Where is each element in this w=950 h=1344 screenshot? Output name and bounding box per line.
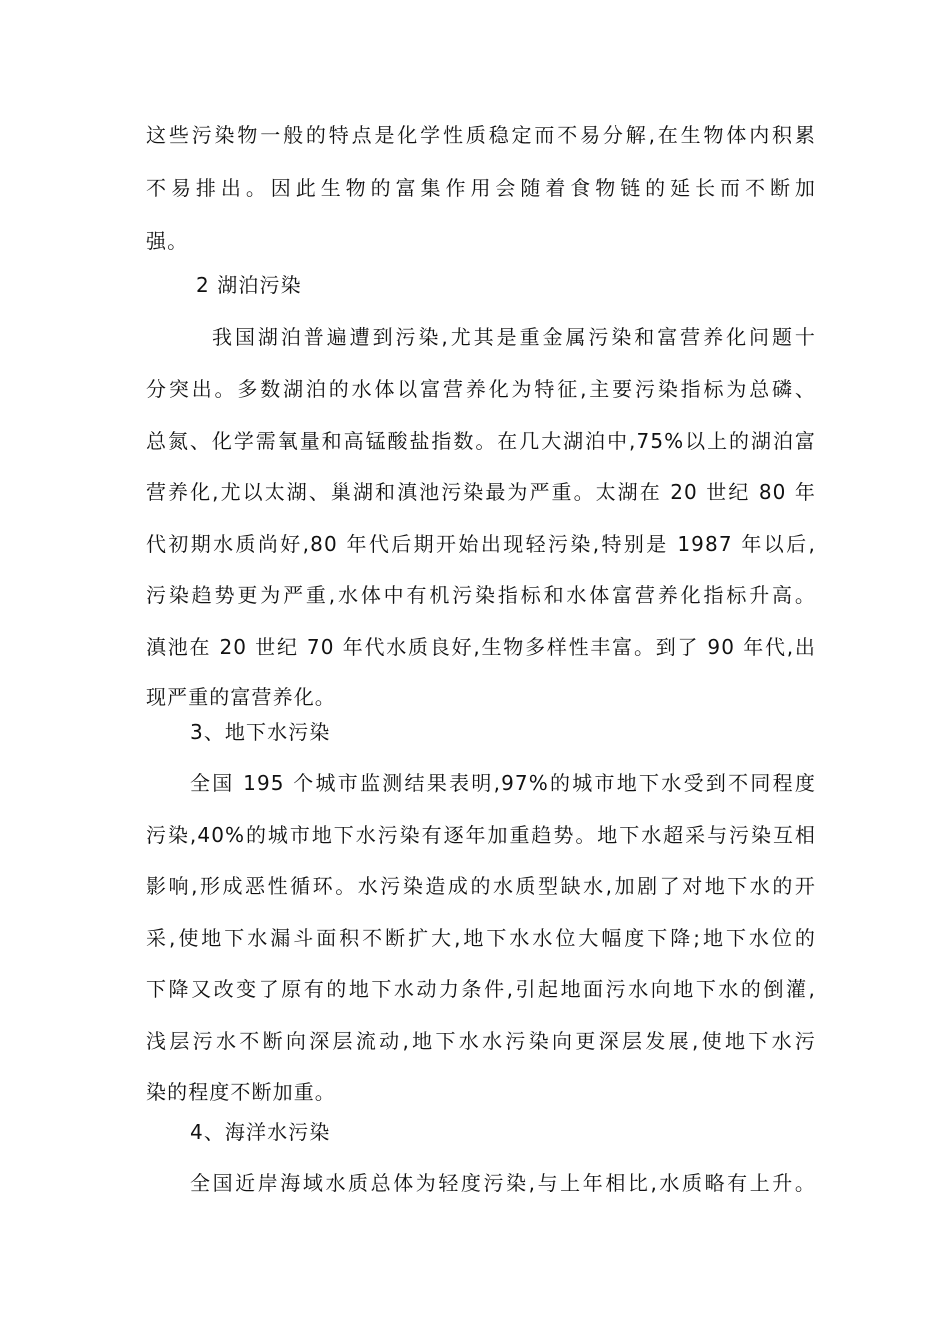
lake-line-8: 现严重的富营养化。 <box>146 685 336 709</box>
ocean-line-1: 全国近岸海域水质总体为轻度污染,与上年相比,水质略有上升。 <box>190 1171 816 1195</box>
intro-line-1: 这些污染物一般的特点是化学性质稳定而不易分解,在生物体内积累 <box>146 123 816 147</box>
section-heading-ocean: 4、海洋水污染 <box>190 1120 331 1144</box>
lake-line-5: 代初期水质尚好,80 年代后期开始出现轻污染,特别是 1987 年以后, <box>146 532 816 556</box>
ground-line-2: 污染,40%的城市地下水污染有逐年加重趋势。地下水超采与污染互相 <box>146 823 816 847</box>
lake-line-6: 污染趋势更为严重,水体中有机污染指标和水体富营养化指标升高。 <box>146 583 816 607</box>
section-heading-lake: 2 湖泊污染 <box>196 273 302 297</box>
ground-line-7: 染的程度不断加重。 <box>146 1080 336 1104</box>
ground-line-6: 浅层污水不断向深层流动,地下水水污染向更深层发展,使地下水污 <box>146 1029 816 1053</box>
ground-line-4: 采,使地下水漏斗面积不断扩大,地下水水位大幅度下降;地下水位的 <box>146 926 816 950</box>
lake-line-2: 分突出。多数湖泊的水体以富营养化为特征,主要污染指标为总磷、 <box>146 377 816 401</box>
lake-line-3: 总氮、化学需氧量和高锰酸盐指数。在几大湖泊中,75%以上的湖泊富 <box>146 429 816 453</box>
ground-line-1: 全国 195 个城市监测结果表明,97%的城市地下水受到不同程度 <box>190 771 816 795</box>
lake-line-1: 我国湖泊普遍遭到污染,尤其是重金属污染和富营养化问题十 <box>212 325 816 349</box>
lake-line-7: 滇池在 20 世纪 70 年代水质良好,生物多样性丰富。到了 90 年代,出 <box>146 635 816 659</box>
ground-line-3: 影响,形成恶性循环。水污染造成的水质型缺水,加剧了对地下水的开 <box>146 874 816 898</box>
lake-line-4: 营养化,尤以太湖、巢湖和滇池污染最为严重。太湖在 20 世纪 80 年 <box>146 480 816 504</box>
intro-line-3: 强。 <box>146 229 189 253</box>
section-heading-groundwater: 3、地下水污染 <box>190 720 331 744</box>
intro-line-2: 不易排出。因此生物的富集作用会随着食物链的延长而不断加 <box>146 176 816 200</box>
ground-line-5: 下降又改变了原有的地下水动力条件,引起地面污水向地下水的倒灌, <box>146 977 816 1001</box>
